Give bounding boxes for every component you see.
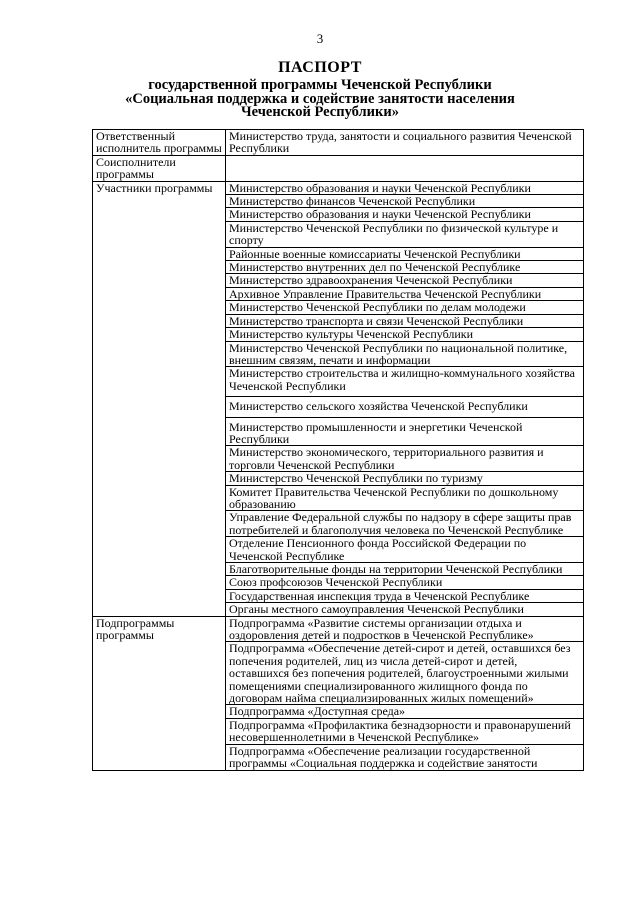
table-row-coexecutors	[93, 155, 584, 181]
subprogram-item: Подпрограмма «Профилактика безнадзорности и правонарушений несовершеннолетними в Чеченской Республике»	[226, 719, 583, 745]
participant-item: Министерство образования и науки Чеченской Республики	[226, 208, 583, 221]
participant-item: Союз профсоюзов Чеченской Республики	[226, 576, 583, 589]
participant-item: Министерство Чеченской Республики по туризму	[226, 472, 583, 485]
participant-item: Органы местного самоуправления Чеченской Республики	[229, 602, 524, 617]
participant-item: Министерство Чеченской Республики по национальной политике, внешним связям, печати и информации	[226, 342, 583, 368]
participant-item: Благотворительные фонды на территории Чеченской Республики	[226, 563, 583, 576]
subtitle-line-2: «Социальная поддержка и содействие занятости населения	[125, 90, 515, 107]
participant-item: Архивное Управление Правительства Чеченской Республики	[226, 288, 583, 301]
participant-item: Министерство строительства и жилищно-коммунального хозяйства Чеченской Республики	[226, 367, 583, 397]
document-title: ПАСПОРТ	[278, 59, 362, 76]
participant-item: Министерство Чеченской Республики по делам молодежи	[226, 301, 583, 314]
participant-item: Государственная инспекция труда в Чеченской Республике	[226, 590, 583, 603]
participant-item: Министерство образования и науки Чеченской Республики	[226, 182, 583, 195]
participant-item: Отделение Пенсионного фонда Российской Федерации по Чеченской Республике	[226, 537, 583, 563]
participant-item: Комитет Правительства Чеченской Республики по дошкольному образованию	[226, 486, 583, 512]
participant-item: Управление Федеральной службы по надзору в сфере защиты прав потребителей и благополучия человека по Чеченской Республике	[226, 511, 583, 537]
row-value-participants	[226, 181, 584, 616]
participant-item: Министерство Чеченской Республики по физической культуре и спорту	[226, 222, 583, 248]
subprogram-item: Подпрограмма «Обеспечение детей-сирот и детей, оставшихся без попечения родителей, лиц из числа детей-сирот и детей, оставшихся без попечения родителей, благоустроенными жилыми помещениями специализированного жилищного фонда по договорам найма специализированных жилых помещений»	[226, 642, 583, 705]
participant-item: Министерство экономического, территориального развития и торговли Чеченской Республики	[226, 446, 583, 472]
participant-item: Министерство финансов Чеченской Республики	[226, 195, 583, 208]
participant-item: Районные военные комиссариаты Чеченской Республики	[226, 248, 583, 261]
page-number: 3	[316, 31, 324, 46]
subtitle-line-1: государственной программы Чеченской Республики	[148, 77, 492, 93]
row-label-subprograms: Подпрограммы программы	[93, 616, 226, 770]
subprogram-item: Подпрограмма «Обеспечение реализации государственной программы «Социальная поддержка и содействие занятости	[229, 743, 538, 771]
participant-item: Министерство внутренних дел по Чеченской Республике	[226, 261, 583, 274]
table-row-responsible	[93, 130, 584, 156]
row-value-subprograms	[226, 616, 584, 770]
table-row-subprograms	[93, 616, 584, 770]
subprogram-item: Подпрограмма «Развитие системы организации отдыха и оздоровления детей и подростков в Чеченской Республике»	[226, 617, 583, 643]
row-label-responsible: Ответственный исполнитель программы	[93, 130, 226, 156]
subprogram-item: Подпрограмма «Доступная среда»	[226, 705, 583, 718]
participant-item: Министерство промышленности и энергетики Чеченской Республики	[226, 418, 583, 447]
row-label-coexecutors: Соисполнители программы	[93, 155, 226, 181]
participant-item: Министерство культуры Чеченской Республики	[226, 328, 583, 341]
row-label-participants: Участники программы	[93, 181, 226, 616]
row-value-coexecutors	[226, 155, 584, 181]
table-row-participants	[93, 181, 584, 616]
subtitle-line-3: Чеченской Республики»	[241, 104, 399, 120]
document-subtitle	[0, 79, 640, 120]
participant-item: Министерство транспорта и связи Чеченской Республики	[226, 315, 583, 328]
passport-table	[92, 129, 584, 771]
participant-item: Министерство здравоохранения Чеченской Республики	[226, 274, 583, 287]
row-value-responsible: Министерство труда, занятости и социального развития Чеченской Республики	[226, 130, 584, 156]
participant-item: Министерство сельского хозяйства Чеченской Республики	[226, 397, 583, 417]
